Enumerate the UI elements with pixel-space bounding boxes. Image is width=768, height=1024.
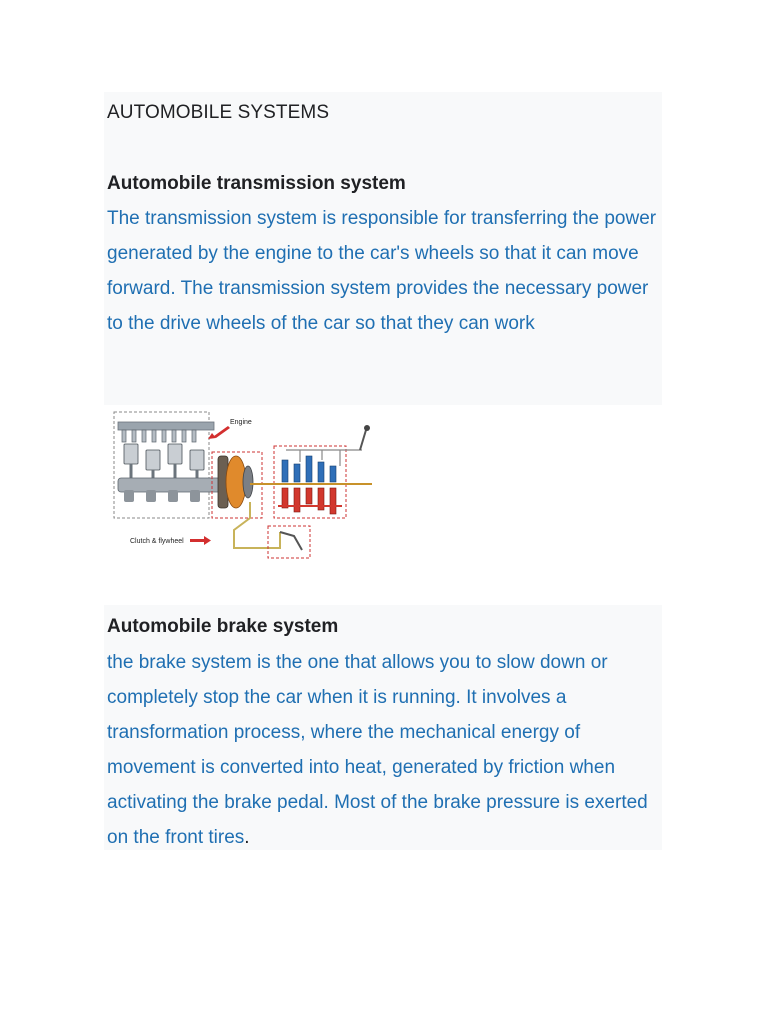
gear-lever [360,430,366,450]
clutch-linkage [234,502,280,548]
arrow-engine [214,426,230,438]
arrow-clutch [190,539,204,542]
section-body-brake [107,645,657,855]
transmission-diagram-svg [110,406,376,562]
countershaft-gears [282,488,336,514]
valves [122,430,196,442]
crankshaft [118,478,228,492]
clutch-pedal [280,532,302,550]
gear-knob [364,425,370,431]
arrow-clutch-head [204,536,211,545]
section-body-brake-text: the brake system is the one that allows you to slow down or completely stop the car when it is running. It involves a transformation process, where the mechanical energy of movement is converted into heat, generated by friction when activating the brake pedal. Most of the brake pressure is exerted on the front tires [107,652,648,848]
label-engine: Engine [230,419,252,426]
camshaft [118,422,214,430]
section-heading-transmission: Automobile transmission system [107,173,406,194]
main-shaft-gears [282,456,336,482]
section-body-transmission: The transmission system is responsible for transferring the power generated by the engine to the car's wheels so that it can move forward. The transmission system provides the necessary power to the drive wheels of the car so that they can work [107,208,657,334]
label-clutch: Clutch & flywheel [130,538,184,545]
document-title: AUTOMOBILE SYSTEMS [107,102,330,123]
transmission-diagram [110,406,376,562]
pressure-plate [243,466,253,498]
pedal-outline [268,526,310,558]
pistons [124,444,204,470]
section-block-transmission [104,92,662,405]
section-block-brake [104,605,662,850]
section-heading-brake: Automobile brake system [107,616,339,637]
section-body-brake-end: . [244,827,250,848]
